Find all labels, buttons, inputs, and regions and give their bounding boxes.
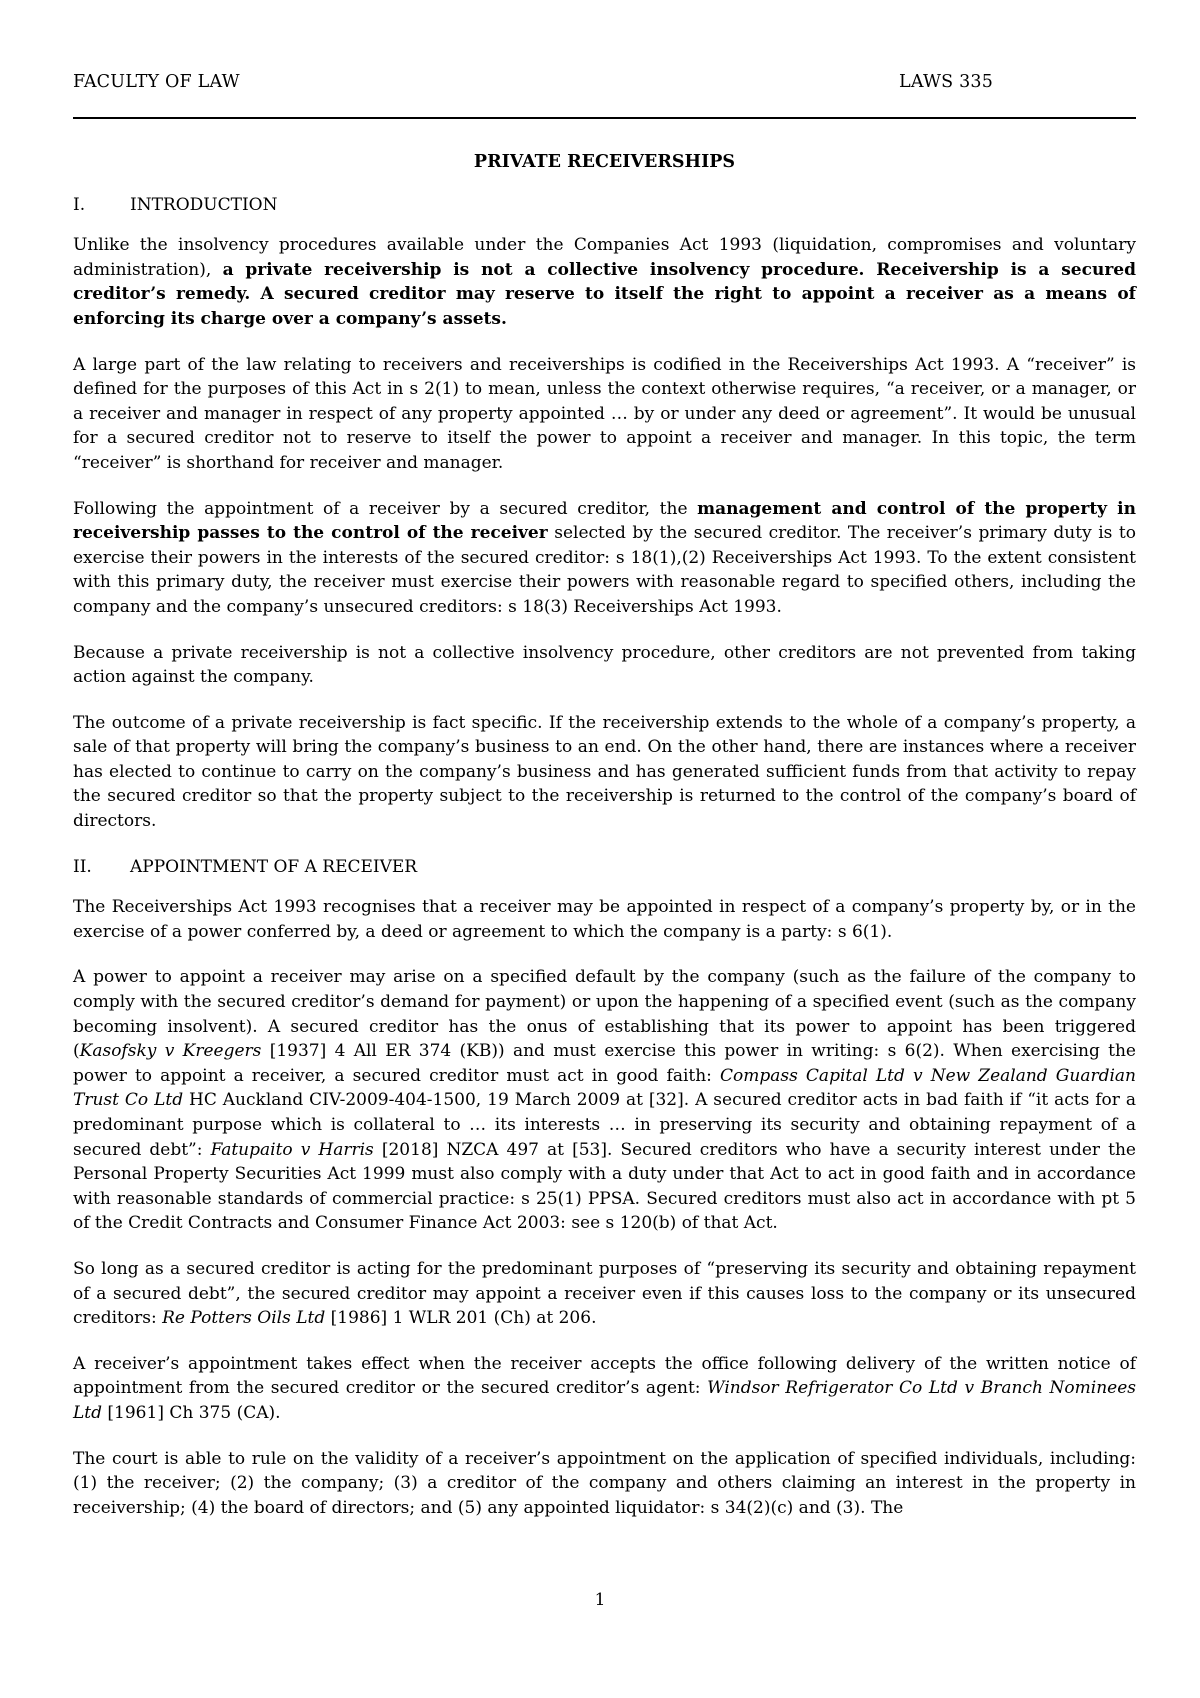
section-number: I. xyxy=(73,194,86,215)
text-run: So long as a secured creditor is acting for the predominant purposes of “preserving its security and obtaining repayment of a secured debt”, the secured creditor may appoint a receiver even if this causes loss to the company or its unsecured creditors: xyxy=(73,1258,1136,1329)
text-run: The outcome of a private receivership is fact specific. If the receivership extends to the whole of a company’s property, a sale of that property will bring the company’s business to an end. On the other hand, there are instances where a receiver has elected to continue to carry on the company’s business and has generated sufficient funds from that activity to repay the secured creditor so that the property subject to the receivership is returned to the control of the company’s board of directors. xyxy=(73,712,1136,832)
document-title: PRIVATE RECEIVERSHIPS xyxy=(473,152,736,172)
text-run: Unlike the insolvency procedures available under the Companies Act 1993 (liquidation, compromises and voluntary administration), xyxy=(73,235,1136,280)
case-citation: Kasofsky v Kreegers xyxy=(79,1041,262,1062)
bold-text: a private receivership is not a collective insolvency procedure. Receivership is a secured creditor’s remedy. A secured creditor may reserve to itself the right to appoint a receiver as a means of enforcing its charge over a company’s assets. xyxy=(73,259,1136,329)
text-run: The court is able to rule on the validity of a receiver’s appointment on the application of specified individuals, including: (1) the receiver; (2) the company; (3) a creditor of the company and others claiming an interest in the property in receivership; (4) the board of directors; and (5) any appointed liquidator: s 34(2)(c) and (3). The xyxy=(73,1448,1136,1518)
paragraph xyxy=(73,353,1136,476)
text-run: A large part of the law relating to receivers and receiverships is codified in the Receiverships Act 1993. A “receiver” is defined for the purposes of this Act in s 2(1) to mean, unless the context otherwise requires, “a receiver, or a manager, or a receiver and manager in respect of any property appointed … by or under any deed or agreement”. It would be unusual for a secured creditor not to reserve to itself the power to appoint a receiver and manager. In this topic, the term “receiver” is shorthand for receiver and manager. xyxy=(73,354,1136,473)
section-title: INTRODUCTION xyxy=(130,194,278,215)
section-number: II. xyxy=(73,856,92,877)
paragraph xyxy=(73,497,1136,620)
section-heading xyxy=(73,855,1136,880)
document-body xyxy=(73,150,1136,1541)
bold-text: management and control of the property in receivership passes to the control of the receiver xyxy=(73,498,1136,544)
case-citation: Compass Capital Ltd v New Zealand Guardian Trust Co Ltd xyxy=(73,1065,1136,1111)
text-run: Following the appointment of a receiver by a secured creditor, the xyxy=(73,498,698,519)
paragraph xyxy=(73,895,1136,944)
section-heading xyxy=(73,193,1136,218)
paragraph xyxy=(73,233,1136,331)
header-faculty: FACULTY OF LAW xyxy=(73,72,240,92)
case-citation: Fatupaito v Harris xyxy=(210,1139,374,1160)
text-run: [1961] Ch 375 (CA). xyxy=(102,1402,281,1423)
text-run: [2018] NZCA 497 at [53]. Secured creditors who have a security interest under the Personal Property Securities Act 1999 must also comply with a duty under that Act to act in good faith and in accordance with reasonable standards of commercial practice: s 25(1) PPSA. Secured creditors must also act in accordance with pt 5 of the Credit Contracts and Consumer Finance Act 2003: see s 120(b) of that Act. xyxy=(73,1139,1136,1234)
case-citation: Windsor Refrigerator Co Ltd v Branch Nominees Ltd xyxy=(73,1378,1136,1423)
text-run: [1937] 4 All ER 374 (KB)) and must exercise this power in writing: s 6(2). When exercising the power to appoint a receiver, a secured creditor must act in good faith: xyxy=(73,1041,1136,1086)
paragraph xyxy=(73,965,1136,1236)
paragraph xyxy=(73,1352,1136,1426)
page-number: 1 xyxy=(594,1590,606,1610)
section-title: APPOINTMENT OF A RECEIVER xyxy=(130,856,418,877)
paragraph xyxy=(73,1447,1136,1521)
text-run: Because a private receivership is not a collective insolvency procedure, other creditors are not prevented from taking action against the company. xyxy=(73,642,1136,688)
header-rule xyxy=(73,117,1136,119)
paragraph xyxy=(73,1257,1136,1331)
paragraph xyxy=(73,711,1136,834)
text-run: The Receiverships Act 1993 recognises that a receiver may be appointed in respect of a company’s property by, or in the exercise of a power conferred by, a deed or agreement to which the company is a party: s 6(1). xyxy=(73,897,1136,942)
paragraph xyxy=(73,641,1136,690)
text-run: selected by the secured creditor. The receiver’s primary duty is to exercise their powers in the interests of the secured creditor: s 18(1),(2) Receiverships Act 1993. To the extent consistent with this primary duty, the receiver must exercise their powers with reasonable regard to specified others, including the company and the company’s unsecured creditors: s 18(3) Receiverships Act 1993. xyxy=(73,523,1136,617)
header-course-code: LAWS 335 xyxy=(899,72,994,92)
text-run: [1986] 1 WLR 201 (Ch) at 206. xyxy=(325,1308,597,1329)
text-run: HC Auckland CIV-2009-404-1500, 19 March 2009 at [32]. A secured creditor acts in bad faith if “it acts for a predominant purpose which is collateral to … its interests … in preserving its security and obtaining repayment of a secured debt”: xyxy=(73,1090,1136,1160)
sections xyxy=(73,193,1136,1521)
case-citation: Re Potters Oils Ltd xyxy=(162,1308,326,1329)
page-footer xyxy=(0,1590,1200,1610)
text-run: A receiver’s appointment takes effect when the receiver accepts the office following delivery of the written notice of appointment from the secured creditor or the secured creditor’s agent: xyxy=(73,1353,1136,1399)
text-run: A power to appoint a receiver may arise on a specified default by the company (such as the failure of the company to comply with the secured creditor’s demand for payment) or upon the happening of a specified event (such as the company becoming insolvent). A secured creditor has the onus of establishing that its power to appoint has been triggered ( xyxy=(73,967,1136,1062)
